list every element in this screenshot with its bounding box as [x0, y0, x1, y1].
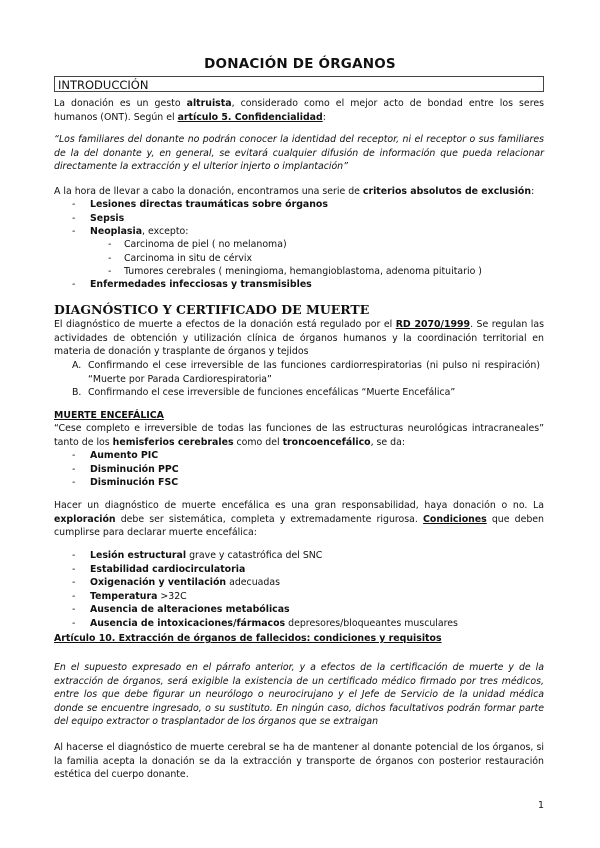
diagnosis-list [72, 359, 544, 400]
list-item: B. Confirmando el cese irreversible de funciones encefálicas “Muerte Encefálica” [72, 387, 456, 398]
list-item: - Sepsis [72, 212, 125, 224]
list-item: - Temperatura >32C [72, 590, 187, 602]
brain-death-signs [72, 449, 542, 490]
list-item: - Carcinoma de piel ( no melanoma) [108, 239, 287, 250]
page-title: DONACIÓN DE ÓRGANOS [204, 56, 396, 72]
section-heading-introduccion: INTRODUCCIÓN [54, 76, 544, 92]
list-item: - Tumores cerebrales ( meningioma, hemangioblastoma, adenoma pituitario ) [108, 266, 482, 277]
section-heading-diagnostico: DIAGNÓSTICO Y CERTIFICADO DE MUERTE [54, 302, 370, 317]
criteria-list [72, 198, 542, 239]
list-item: - Ausencia de alteraciones metabólicas [72, 604, 290, 615]
intro-paragraph: La donación es un gesto altruista, considerado como el mejor acto de bondad entre los seres humanos (ONT). Según el artículo 5. Confidencialidad: [54, 98, 544, 123]
list-item: - Aumento PIC [72, 450, 159, 461]
list-item: - Ausencia de intoxicaciones/fármacos depresores/bloqueantes musculares [72, 617, 458, 629]
list-item: - Disminución FSC [72, 477, 179, 488]
final-paragraph: Al hacerse el diagnóstico de muerte cerebral se ha de mantener al donante potencial de los órganos, si la familia acepta la donación se da la extracción y transporte de órganos con posterior restauración estética del cuerpo donante. [54, 742, 544, 780]
list-item: - Estabilidad cardiocirculatoria [72, 563, 246, 575]
brain-death-definition: “Cese completo e irreversible de todas las funciones de las estructuras neurológicas intracraneales” tanto de los hemisferios cerebrales como del troncoencefálico, se da: [54, 423, 544, 448]
list-item: - Disminución PPC [72, 463, 179, 475]
exploration-paragraph: Hacer un diagnóstico de muerte encefálica es una gran responsabilidad, haya donación o no. La exploración debe ser sistemática, completa y extremadamente rigurosa. Condiciones que deben cumplirse para declarar muerte encefálica: [54, 500, 544, 538]
page-number: 1 [538, 800, 544, 811]
list-item: - Lesión estructural grave y catastrófica del SNC [72, 550, 323, 561]
list-item: - Neoplasia, excepto: [72, 226, 189, 237]
neoplasia-exceptions [108, 238, 538, 279]
list-item: A. Confirmando el cese irreversible de las funciones cardiorrespiratorias (ni pulso ni respiración) “Muerte por Parada Cardiorespiratoria” [72, 360, 540, 385]
list-item: - Carcinoma in situ de cérvix [108, 252, 253, 264]
exclusion-criteria-intro: A la hora de llevar a cabo la donación, encontramos una serie de criterios absolutos de exclusión: [54, 186, 535, 197]
article10-quote: En el supuesto expresado en el párrafo anterior, y a efectos de la certificación de muerte y de la extracción de órganos, será exigible la existencia de un certificado médico firmado por tres médicos, entre los que debe figurar un neurólogo o neurocirujano y el Jefe de Servicio de la unidad médica donde se encuentre ingresado, o su sustituto. En ningún caso, dichos facultativos podrán formar parte del equipo extractor o trasplantador de los órganos que se extraigan [54, 662, 544, 727]
subheading-muerte-encefalica: MUERTE ENCEFÁLICA [54, 410, 164, 421]
conditions-list [72, 549, 542, 630]
diagnosis-paragraph: El diagnóstico de muerte a efectos de la donación está regulado por el RD 2070/1999. Se regulan las actividades de obtención y utilización clínica de órganos humanos y la coordinación territorial en materia de donación y trasplante de órganos y tejidos [54, 319, 544, 357]
list-item: - Enfermedades infecciosas y transmisibles [72, 279, 312, 290]
subheading-articulo-10: Artículo 10. Extracción de órganos de fallecidos: condiciones y requisitos [54, 633, 442, 644]
list-item: - Lesiones directas traumáticas sobre órganos [72, 199, 328, 210]
confidentiality-quote: “Los familiares del donante no podrán conocer la identidad del receptor, ni el receptor o sus familiares de la del donante y, en general, se evitará cualquier difusión de información que pueda relacionar directamente la extracción y el ulterior injerto o implantación” [54, 134, 544, 172]
list-item: - Oxigenación y ventilación adecuadas [72, 577, 280, 588]
criteria-list-last [72, 278, 542, 292]
